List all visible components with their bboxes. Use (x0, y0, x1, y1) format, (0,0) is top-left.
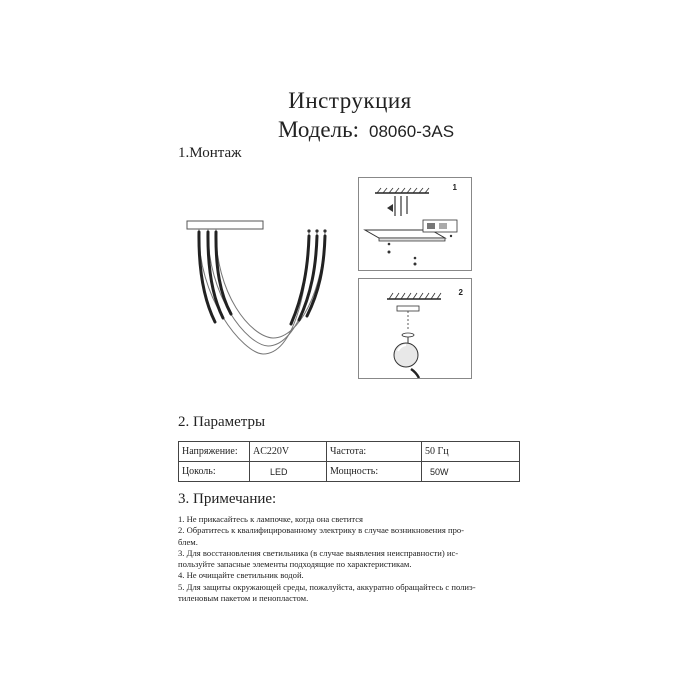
note-line: 3. Для восстановления светильника (в случае выявления неисправности) ис- (178, 547, 459, 558)
voltage-label: Напряжение: (179, 442, 250, 462)
step-2-diagram (359, 279, 471, 378)
model-row (278, 117, 454, 143)
table-row (179, 462, 520, 482)
ceiling-canopy (187, 221, 263, 229)
step-1-number: 1 (452, 183, 457, 192)
power-value: 50W (422, 462, 520, 482)
frequency-value: 50 Гц (422, 442, 520, 462)
model-code: 08060-3AS (368, 122, 455, 141)
voltage-value: AC220V (250, 442, 327, 462)
frequency-label: Частота: (327, 442, 422, 462)
lamp-illustration (183, 218, 343, 368)
note-line: тиленовым пакетом и пенопластом. (178, 593, 309, 604)
power-label: Мощность: (327, 462, 422, 482)
note-line: 4. Не очищайте светильник водой. (178, 570, 304, 581)
mounting-step-2-panel (358, 278, 472, 379)
table-row (179, 442, 520, 462)
section-mounting-title: 1.Монтаж (178, 145, 242, 161)
mounting-step-1-panel (358, 177, 472, 271)
model-label: Модель: (278, 117, 359, 142)
socket-value: LED (250, 462, 327, 482)
section-notes-title: 3. Примечание: (178, 491, 277, 507)
notes-list (178, 514, 523, 604)
parameters-table (178, 441, 520, 482)
step-1-diagram (359, 178, 471, 270)
note-line: 1. Не прикасайтесь к лампочке, когда она светится (178, 514, 363, 524)
socket-label: Цоколь: (179, 462, 250, 482)
section-parameters-title: 2. Параметры (178, 414, 266, 430)
note-line: 5. Для защиты окружающей среды, пожалуйста, аккуратно обращайтесь с полиэ- (178, 581, 476, 592)
note-line: пользуйте запасные элементы подходящие по характеристикам. (178, 559, 412, 570)
step-2-number: 2 (458, 288, 463, 297)
page-title: Инструкция (288, 88, 412, 113)
note-line: 2. Обратитесь к квалифицированному электрику в случае возникновения про- (178, 525, 465, 536)
note-line: блем. (178, 536, 198, 547)
